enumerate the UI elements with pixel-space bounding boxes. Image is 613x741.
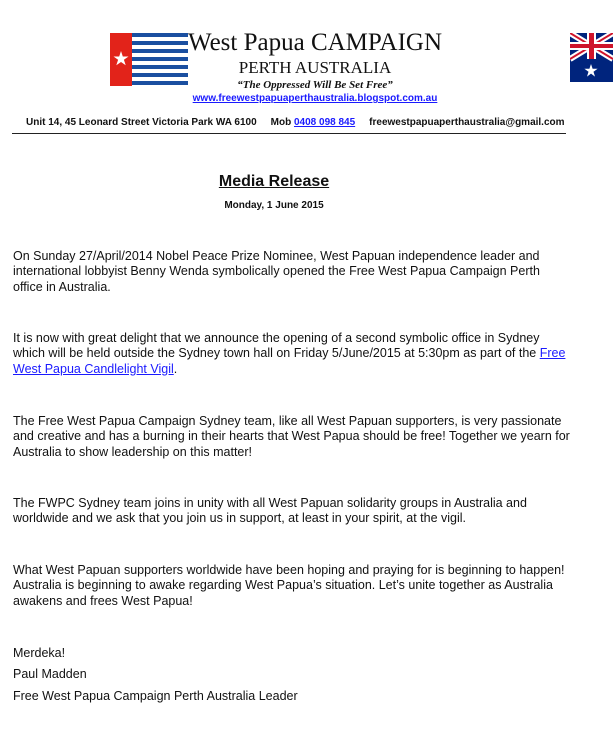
paragraph-4: The FWPC Sydney team joins in unity with all West Papuan solidarity groups in Australia and worldwide and we ask that you join us in support, at least in your spirit, at the vigil. [13,496,527,526]
phone-link[interactable]: 0408 098 845 [293,117,356,128]
australian-flag-icon [570,33,613,82]
paragraph-2-end: . [173,361,178,376]
release-date: Monday, 1 June 2015 [224,200,324,211]
paragraph-2-text: It is now with great delight that we announce the opening of a second symbolic office in Sydney which will be held outside the Sydney town hall on Friday 5/June/2015 at 5:30pm as part of the [13,331,540,361]
org-title: West Papua CAMPAIGN [187,29,443,56]
release-title: Media Release [218,173,330,190]
signatory-name: Paul Madden [13,667,87,681]
candlelight-vigil-link[interactable]: Free West Papua Candlelight Vigil [13,346,566,376]
header-divider [12,133,566,134]
closing: Merdeka! [13,646,66,660]
org-subtitle: PERTH AUSTRALIA [238,58,392,77]
paragraph-2 [13,331,573,377]
paragraph-1: On Sunday 27/April/2014 Nobel Peace Prize Nominee, West Papuan independence leader and international lobbyist Benny Wenda symbolically opened the Free West Papua Campaign Perth office in Australia. [13,249,540,294]
address: Unit 14, 45 Leonard Street Victoria Park WA 6100 [26,117,257,128]
website-link[interactable]: www.freewestpapuaperthaustralia.blogspot.com.au [192,93,438,104]
email-address: freewestpapuaperthaustralia@gmail.com [369,117,565,128]
org-tagline: “The Oppressed Will Be Set Free” [237,79,393,91]
mob-label: Mob [270,117,292,128]
signatory-role: Free West Papua Campaign Perth Australia Leader [13,689,298,703]
contact-line [26,117,571,129]
paragraph-5: What West Papuan supporters worldwide have been hoping and praying for is beginning to happen! Australia is beginning to awake regarding West Papua’s situation. Let’s unite together as Australia awakens and frees West Papua! [13,563,565,608]
paragraph-3: The Free West Papua Campaign Sydney team, like all West Papuan supporters, is very passionate and creative and has a burning in their hearts that West Papua should be free! Together we yearn for Australia to show leadership on this matter! [13,414,570,459]
